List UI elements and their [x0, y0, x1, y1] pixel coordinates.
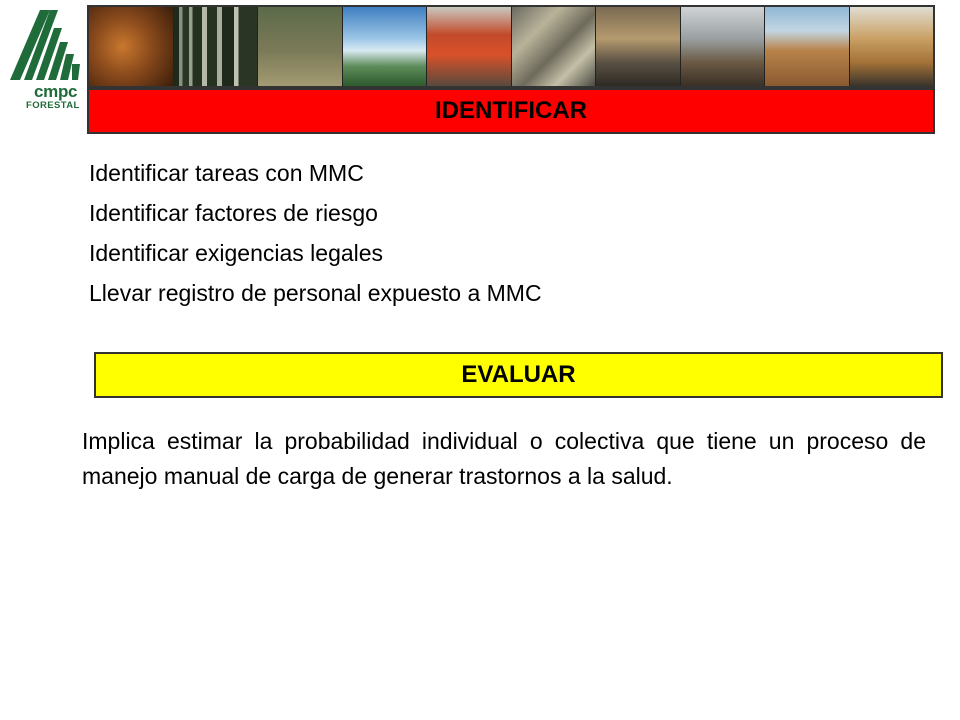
list-item: Identificar factores de riesgo	[89, 200, 378, 226]
evaluar-description: Implica estimar la probabilidad individual o colectiva que tiene un proceso de manejo manual de carga de generar trastornos a la salud.	[82, 428, 926, 489]
list-item: Llevar registro de personal expuesto a MMC	[89, 280, 542, 306]
forest-trunks-photo	[174, 7, 259, 86]
lumber-stacks-photo	[765, 7, 850, 86]
photo-strip	[87, 5, 935, 88]
identificar-banner: IDENTIFICAR	[87, 88, 935, 134]
workers-group-photo	[427, 7, 512, 86]
logs-photo	[512, 7, 597, 86]
list-item: Identificar exigencias legales	[89, 240, 384, 266]
forklift-lumber-photo	[850, 7, 934, 86]
logo-name: cmpc	[34, 82, 78, 101]
logo-subtitle: FORESTAL	[26, 100, 80, 111]
identificar-list	[89, 153, 542, 313]
sawmill-photo	[596, 7, 681, 86]
pine-cone-photo	[89, 7, 174, 86]
list-item: Identificar tareas con MMC	[89, 160, 364, 186]
treetops-sky-photo	[343, 7, 428, 86]
tree-logo-icon	[10, 6, 86, 84]
deer-forest-photo	[258, 7, 343, 86]
cmpc-logo	[10, 6, 86, 128]
factory-interior-photo	[681, 7, 766, 86]
evaluar-banner: EVALUAR	[94, 352, 943, 398]
